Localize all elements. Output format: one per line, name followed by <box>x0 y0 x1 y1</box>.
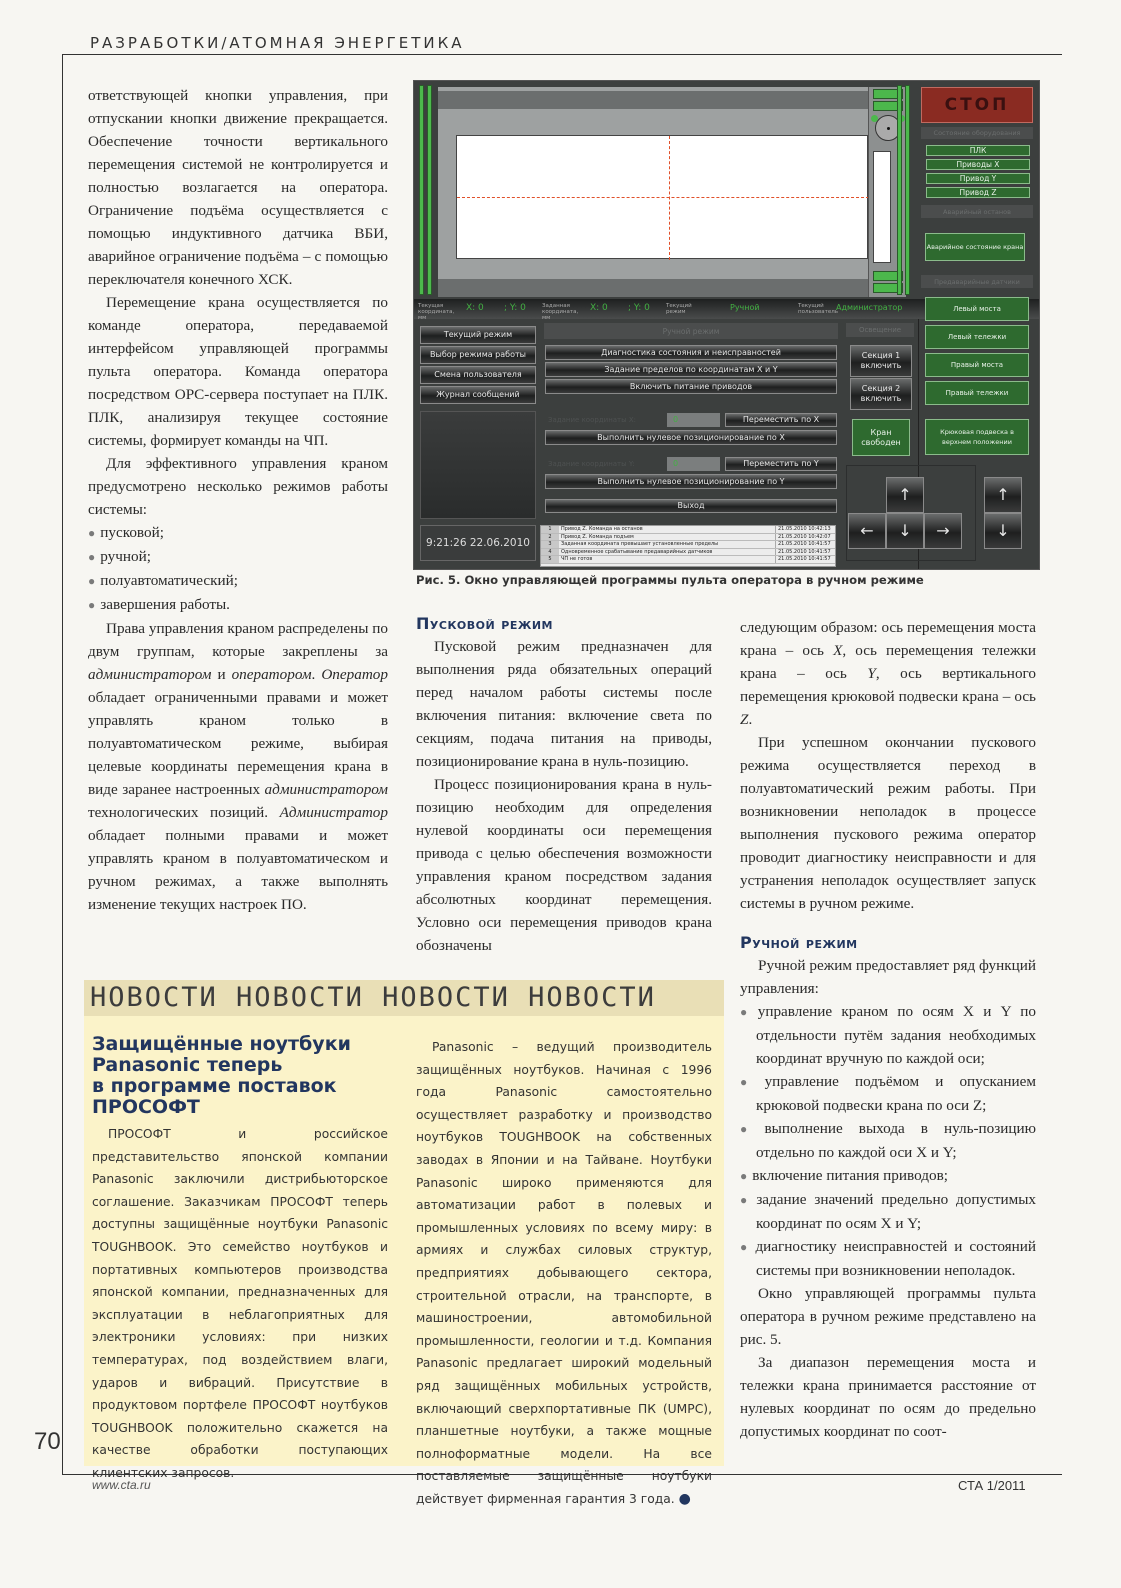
col2-paragraph-2: Процесс позиционирования крана в нуль-позицию необходим для определения нулевой координаты оси перемещения привода с целью обеспечения возможности управления краном посредством задания абсолютных координат перемещения. Условно оси перемещения приводов крана обозначены <box>416 776 712 954</box>
axis-z: Z <box>740 711 749 728</box>
col3-paragraph-2: При успешном окончании пускового режима осуществляется переход в полуавтоматический режим работы. При возникновении неполадок в процессе выполнения пускового режима оператор проводит диагностику неисправности и для устранения неполадок осуществляет запуск системы в ручном режиме. <box>740 734 1036 912</box>
crosshair-vertical <box>669 136 670 260</box>
menu-select-mode[interactable]: Выбор режима работы <box>420 346 536 364</box>
equipment-state-header: Состояние оборудования <box>921 127 1033 139</box>
status-drives-x: Приводы X <box>926 159 1030 170</box>
current-user: Администратор <box>836 303 903 312</box>
function-item: ● управление подъёмом и опусканием крюковой подвески крана по оси Z; <box>740 1070 1036 1117</box>
target-x: X: 0 <box>590 303 608 313</box>
bridge-top <box>438 91 868 109</box>
col3-paragraph-4: Окно управляющей программы пульта оператора в ручном режиме представлено на рис. 5. <box>740 1285 1036 1348</box>
log-num: 4 <box>541 549 559 556</box>
log-num: 1 <box>541 526 559 533</box>
mode-item: ● завершения работы. <box>88 593 388 617</box>
column-3 <box>740 616 1036 1443</box>
function-item: ● выполнение выхода в нуль-позицию отдельно по каждой оси X и Y; <box>740 1117 1036 1164</box>
target-coord-label: Заданная координата, мм <box>542 303 579 321</box>
section-2-button[interactable]: Секция 2 включить <box>850 378 912 410</box>
right-rail <box>896 85 912 295</box>
menu-change-user[interactable]: Смена пользователя <box>420 366 536 384</box>
function-item: ● диагностику неисправностей и состояний системы при возникновении неполадок. <box>740 1235 1036 1282</box>
text: обладает ограниченными правами и может управлять краном только в полуавтоматическом режиме, выбирая целевые координаты перемещения крана в виде заранее настроенных <box>88 689 388 798</box>
crane-free-indicator: Кран свободен <box>852 419 910 456</box>
footer-url[interactable]: www.cta.ru <box>92 1478 151 1492</box>
log-time: 21.05.2010 10:42:13 <box>775 526 835 533</box>
log-message: Привод Z. Команда на останов <box>561 526 643 532</box>
menu-current-mode[interactable]: Текущий режим <box>420 326 536 344</box>
headline-line: в программе поставок <box>92 1075 337 1097</box>
hoist-down-button[interactable]: ↓ <box>984 513 1022 549</box>
text: технологических позиций. <box>88 804 280 821</box>
emphasis: Оператор <box>321 666 388 683</box>
log-num: 3 <box>541 541 559 548</box>
hook-top-indicator: Крюковая подвеска в верхнем положении <box>925 419 1029 455</box>
emphasis: оператором <box>231 666 312 683</box>
mode-item: ● ручной; <box>88 545 388 569</box>
end-mark-icon: ● <box>678 1490 691 1507</box>
target-y-label: Задание координаты Y: <box>548 460 635 468</box>
jog-right-button[interactable]: → <box>924 513 962 549</box>
log-row <box>541 526 835 534</box>
status-plc: ПЛК <box>926 145 1030 156</box>
column-2 <box>416 612 712 957</box>
function-item: ● включение питания приводов; <box>740 1164 1036 1188</box>
log-time: 21.05.2010 10:41:57 <box>775 549 835 556</box>
col1-paragraph-2: Перемещение крана осуществляется по команде оператора, передаваемой интерфейсом управляющей программы пульта оператора. Команда оператора посредством OPC-сервера поступает на ПЛК. ПЛК, анализируя текущее состояние системы, формирует команды на ЧП. <box>88 294 388 449</box>
log-time: 21.05.2010 10:41:57 <box>775 541 835 548</box>
operator-console-screenshot <box>413 80 1040 570</box>
section-header: РАЗРАБОТКИ/АТОМНАЯ ЭНЕРГЕТИКА <box>90 34 465 52</box>
log-message: Привод Z. Команда подъем <box>561 533 634 540</box>
status-drive-y: Привод Y <box>926 173 1030 184</box>
emphasis: Администратор <box>279 804 388 821</box>
current-x: X: 0 <box>466 303 484 313</box>
hoist-up-button[interactable]: ↑ <box>984 477 1022 513</box>
text: . <box>748 711 753 728</box>
current-mode: Ручной <box>730 303 760 312</box>
menu-message-log[interactable]: Журнал сообщений <box>420 386 536 404</box>
col1-paragraph-1: ответствующей кнопки управления, при отпускании кнопки движение прекращается. Обеспечение точности вертикального перемещения системой не контролируется и полностью возлагается на оператора. Ограничение подъёма осуществляется с помощью индуктивного датчика ВБИ, аварийное ограничение подъёма – с помощью переключателя конечного ХСК. <box>88 87 388 288</box>
crosshair-horizontal <box>457 197 869 198</box>
jog-down-button[interactable]: ↓ <box>886 513 924 549</box>
log-row <box>541 556 835 564</box>
log-time: 21.05.2010 10:41:57 <box>775 556 835 563</box>
log-time: 21.05.2010 10:42:07 <box>775 534 835 541</box>
target-y: ; Y: 0 <box>628 303 650 313</box>
news-paragraph-2 <box>416 1036 712 1510</box>
column-1 <box>88 84 388 916</box>
manual-functions-list <box>740 1000 1036 1282</box>
emphasis: администратором <box>88 666 212 683</box>
status-drive-z: Привод Z <box>926 187 1030 198</box>
jog-left-button[interactable]: ← <box>848 513 886 549</box>
text: следующим образом: ось перемещения моста крана – ось <box>740 619 1036 659</box>
log-message: Одновременное срабатывание предаварийных датчиков <box>561 548 713 555</box>
target-x-input[interactable]: 0 <box>667 413 720 427</box>
log-num: 2 <box>541 534 559 541</box>
crane-area <box>438 87 893 297</box>
news-column-1 <box>92 1123 388 1485</box>
limit-left-trolley: Левый тележки <box>925 325 1029 349</box>
text: , ось перемещения тележки крана – ось <box>740 642 1036 682</box>
emphasis: администратором <box>264 781 388 798</box>
figure-caption: Рис. 5. Окно управляющей программы пульта оператора в ручном режиме <box>416 573 924 587</box>
bridge-bottom <box>438 279 868 297</box>
clock: 9:21:26 22.06.2010 <box>420 525 536 561</box>
stop-button[interactable]: СТОП <box>921 87 1033 123</box>
headline-line: Защищённые ноутбуки <box>92 1033 351 1055</box>
axis-y: Y <box>867 665 876 682</box>
crane-workspace <box>456 135 868 259</box>
section-heading-manual: Ручной режим <box>740 933 858 952</box>
col3-paragraph-3: Ручной режим предоставляет ряд функций управления: <box>740 957 1036 997</box>
text: , ось вертикального перемещения крюковой подвески крана – ось <box>740 665 1036 705</box>
news-band-title: НОВОСТИ НОВОСТИ НОВОСТИ НОВОСТИ <box>90 982 656 1013</box>
emergency-stop-header: Аварийный останов <box>921 205 1033 218</box>
lighting-header: Освещение <box>846 323 914 337</box>
limit-right-trolley: Правый тележки <box>925 381 1029 405</box>
function-item: ● управление краном по осям X и Y по отдельности путём задания необходимых координат вручную по каждой оси; <box>740 1000 1036 1070</box>
current-coord-label: Текущая координата, мм <box>418 303 455 321</box>
power-drives-button[interactable]: Включить питание приводов <box>545 379 837 394</box>
text: Права управления краном распределены по двум группам, которые закреплены за <box>88 620 388 660</box>
jog-up-button[interactable]: ↑ <box>886 477 924 513</box>
mode-label: Текущий режим <box>666 303 692 315</box>
log-row <box>541 534 835 542</box>
zero-y-button[interactable]: Выполнить нулевое позиционирование по Y <box>545 474 837 489</box>
current-y: ; Y: 0 <box>504 303 526 313</box>
move-y-button[interactable]: Переместить по Y <box>725 457 837 471</box>
headline-line: Panasonic теперь <box>92 1054 283 1076</box>
axis-x: X <box>833 642 843 659</box>
log-num: 5 <box>541 556 559 563</box>
text: и <box>211 666 232 683</box>
emergency-state-indicator: Аварийное состояние крана <box>925 233 1025 261</box>
col3-paragraph-5: За диапазон перемещения моста и тележки крана принимается расстояние от нулевых координат по осям до предельно допустимых координат по соот- <box>740 1354 1036 1440</box>
footer-issue: СТА 1/2011 <box>958 1478 1026 1493</box>
target-y-input[interactable]: 0 <box>667 457 720 471</box>
left-rail <box>418 85 434 295</box>
limit-left-bridge: Левый моста <box>925 297 1029 321</box>
col2-paragraph-1: Пусковой режим предназначен для выполнения ряда обязательных операций перед началом работы системы после включения питания: включение света по секциям, подача питания на приводы, позиционирование крана в нуль-позицию. <box>416 638 712 770</box>
section-heading-startup: Пусковой режим <box>416 614 553 633</box>
frame-left-rule <box>62 54 63 1474</box>
mode-item: ● полуавтоматический; <box>88 569 388 593</box>
page-number: 70 <box>34 1428 61 1455</box>
move-x-button[interactable]: Переместить по X <box>725 413 837 427</box>
zero-x-button[interactable]: Выполнить нулевое позиционирование по X <box>545 430 837 445</box>
user-label: Текущий пользователь <box>798 303 838 315</box>
text: Panasonic – ведущий производитель защищённых ноутбуков. Начиная с 1996 года Panasonic самостоятельно осуществляет разработку и производство ноутбуков TOUGHBOOK на собственных заводах в Японии и на Тайване. Ноутбуки Panasonic широко применяются для автоматизации работ в полевых и промышленных условиях по всему миру: в армиях и службах силовых структур, предприятиях добывающего сектора, строительной отрасли, на транспорте, в машиностроении, автомобильной промышленности, геологии и т.д. Компания Panasonic предлагает широкий модельный ряд защищённых мобильных устройств, включающий сверхпортативные ПК (UMPC), планшетные ноутбуки, а также мощные полноформатные модели. На все поставляемые защищённые ноутбуки действует фирменная гарантия 3 года. <box>416 1040 712 1506</box>
function-item: ● задание значений предельно допустимых координат по осям X и Y; <box>740 1188 1036 1235</box>
mode-item: ● пусковой; <box>88 521 388 545</box>
section-1-button[interactable]: Секция 1 включить <box>850 345 912 377</box>
news-paragraph-1: ПРОСОФТ и российское представительство японской компании Panasonic заключили дистрибьюторское соглашение. Заказчикам ПРОСОФТ теперь доступны защищённые ноутбуки Panasonic TOUGHBOOK. Это семейство ноутбуков и портативных компьютеров производства японской компании, предназначенных для эксплуатации в неблагоприятных для электроники условиях: при низких температурах, под воздействием влаги, ударов и вибраций. Присутствие в продуктовом портфеле ПРОСОФТ ноутбуков TOUGHBOOK положительно скажется на качестве обработки поступающих клиентских запросов. <box>92 1127 388 1480</box>
col1-paragraph-4 <box>88 617 388 916</box>
log-row <box>541 541 835 549</box>
col3-paragraph-1 <box>740 616 1036 731</box>
limits-button[interactable]: Задание пределов по координатам X и Y <box>545 362 837 377</box>
news-headline <box>92 1034 351 1118</box>
target-x-label: Задание координаты X: <box>548 416 637 424</box>
frame-top-rule <box>62 54 1062 55</box>
col1-paragraph-3: Для эффективного управления краном предусмотрено несколько режимов работы системы: <box>88 455 388 518</box>
news-column-2 <box>416 1036 712 1510</box>
diagnostics-button[interactable]: Диагностика состояния и неисправностей <box>545 345 837 360</box>
manual-mode-title: Ручной режим <box>544 323 838 339</box>
headline-line: ПРОСОФТ <box>92 1096 200 1118</box>
text: обладает полными правами и может управлять краном в полуавтоматическом и ручном режимах, а также выполнять изменение текущих настроек ПО. <box>88 827 388 913</box>
log-message: ЧП не готов <box>561 556 593 563</box>
limit-sensors-header: Предаварийные датчики <box>921 275 1033 288</box>
log-message: Заданная координата превышает установленные пределы <box>561 541 719 548</box>
blank-panel <box>420 411 536 519</box>
log-row <box>541 549 835 557</box>
text: . <box>311 666 322 683</box>
message-log-table <box>540 525 836 567</box>
modes-list <box>88 521 388 617</box>
limit-right-bridge: Правый моста <box>925 353 1029 377</box>
exit-button[interactable]: Выход <box>545 499 837 513</box>
